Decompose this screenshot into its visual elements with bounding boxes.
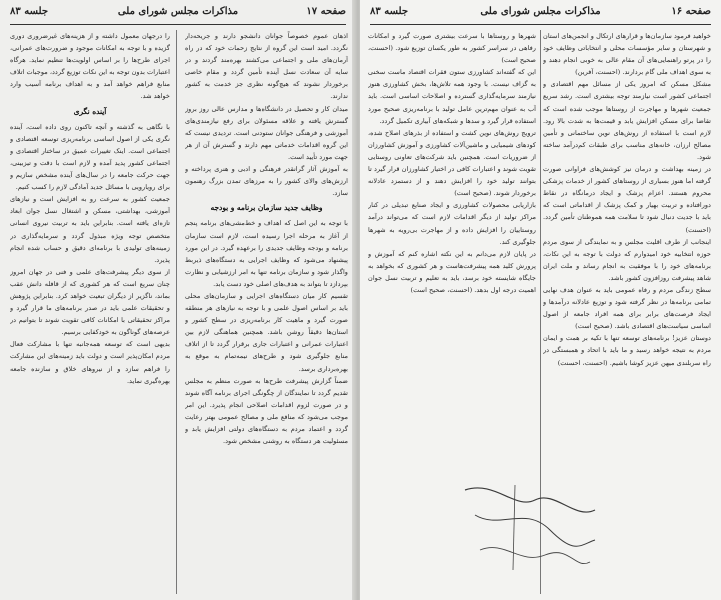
paragraph: بازاریابی محصولات کشاورزی و ایجاد صنایع تبدیلی در کنار مراکز تولید از دیگر اقدامات لازم است که می‌تواند درآمد روستاییان را افزایش داده و از مهاجرت بی‌رویه به شهرها جلوگیری کند.	[368, 201, 536, 246]
session-number: جلسه ۸۳	[10, 6, 49, 17]
section-heading: آینده نگری	[73, 106, 107, 116]
paragraph: از سوی دیگر پیشرفت‌های علمی و فنی در جهان امروز چنان سریع است که هر کشوری که از قافله دانش عقب بماند، ناگزیر از دیگران تبعیت خواهد کرد. بنابراین پژوهش و تحقیقات علمی باید در صدر برنامه‌های ما قرار گیرد و مراکز تحقیقاتی با امکانات کافی تقویت شوند تا بتوانیم در عرصه‌های گوناگون به خودکفایی برسیم.	[10, 267, 170, 337]
paragraph: به آموزش آثار گرانقدر فرهنگی و ادبی و هنری پرداخته و ارزش‌های والای کشور را به مرزهای تمدن بزرگ رهنمون سازد.	[185, 165, 348, 198]
left-page-column-right	[185, 30, 348, 596]
paragraph: خواهید فرمود سازمان‌ها و قرارهای ارتکال و انجمن‌های استان و شهرستان و سایر مؤسسات محلی و انتخاباتی وظایف خود را در پرتو راهنمایی‌های آن مقام عالی به خوبی انجام دهند و به سوی اهداف ملی گام بردارند. (احسنت، آفرین)	[543, 32, 711, 77]
left-page-header	[10, 6, 346, 22]
left-page-column-left	[10, 30, 170, 596]
paragraph: مشکل مسکن که امروز یکی از مسائل مهم اقتصادی و اجتماعی کشور است نیازمند توجه بیشتری است. رشد سریع جمعیت شهرها و مهاجرت از روستاها موجب شده است که تقاضا برای مسکن افزایش یابد و قیمت‌ها به شدت بالا رود. لازم است با استفاده از روش‌های نوین ساختمانی و تأمین مصالح ارزان، خانه‌های مناسب برای طبقات کم‌درآمد ساخته شود.	[543, 80, 711, 161]
header-rule	[370, 24, 711, 25]
paragraph: بدیهی است که توسعه همه‌جانبه تنها با مشارکت فعال مردم امکان‌پذیر است و دولت باید زمینه‌های این مشارکت را فراهم سازد و از نیروهای خلاق و سازنده جامعه بهره‌گیری نماید.	[10, 340, 170, 385]
right-page-header	[370, 6, 711, 22]
paragraph: میدان کار و تحصیل در دانشگاه‌ها و مدارس عالی روز بروز گسترش یافته و علاقه مسئولان برای رفع نیازمندی‌های آموزشی و فرهنگی جوانان ستودنی است. تردیدی نیست که این گروه اقدامات خدماتی مهم دارند و گسترش آن از هر جهت مورد تأیید است.	[185, 104, 348, 161]
right-page-column-left	[368, 30, 536, 596]
column-divider	[176, 30, 177, 594]
paragraph: را درجهان معمول داشته و از هزینه‌های غیرضروری دوری گزیده و با توجه به امکانات موجود و ضرورت‌های عمرانی، اجرای طرح‌ها را بر اساس اولویت‌ها تنظیم نماید. هرگاه اعتبارات بدون توجه به این نکات توزیع گردد، موجبات اتلاف منابع فراهم خواهد آمد و به اهداف برنامه آسیب وارد خواهد شد.	[10, 32, 170, 101]
paragraph: جمعیت کشور به سرعت رو به افزایش است و نیازهای آموزشی، بهداشتی، مسکن و اشتغال نسل جوان ابعاد تازه‌ای یافته است. بنابراین باید به تربیت نیروی انسانی متخصص توجه ویژه مبذول گردد و سرمایه‌گذاری در زمینه‌های تولیدی با برنامه‌ای دقیق و حساب شده انجام پذیرد.	[10, 195, 170, 264]
paragraph: ترویج روش‌های نوین کشت و استفاده از بذرهای اصلاح شده، کودهای شیمیایی و ماشین‌آلات کشاورزی و آموزش کشاورزان از ضروریات است. همچنین باید شرکت‌های تعاونی روستایی تقویت شوند و اعتبارات کافی در اختیار کشاورزان قرار گیرد تا بتوانند تولید خود را افزایش دهند و از دستمزد عادلانه برخوردار شوند. (صحیح است)	[368, 128, 536, 198]
paragraph: ضمناً گزارش پیشرفت طرح‌ها به صورت منظم به مجلس تقدیم گردد تا نمایندگان از چگونگی اجرای برنامه آگاه شوند و در صورت لزوم اقدامات اصلاحی انجام پذیرد. این امر موجب می‌شود که منافع ملی و مصالح عمومی بهتر رعایت گردد و اعتماد مردم به دستگاه‌های دولتی افزایش یابد و مسئولیت هر دستگاه به روشنی مشخص شود.	[185, 376, 348, 446]
page-number: صفحه ۱۶	[671, 6, 711, 17]
column-divider	[540, 30, 541, 594]
right-page	[360, 0, 721, 600]
left-page	[0, 0, 356, 600]
paragraph: سطح زندگی مردم و رفاه عمومی باید به عنوان هدف نهایی تمامی برنامه‌ها در نظر گرفته شود و توزیع عادلانه درآمدها و ایجاد فرصت‌های برابر برای همه افراد جامعه از اصول اساسی سیاست‌های اقتصادی باشد. (صحیح است)	[543, 285, 711, 331]
paragraph: اینجانب از طرف اقلیت مجلس و به نمایندگی از سوی مردم حوزه انتخابیه خود امیدوارم که دولت با توجه به این نکات، برنامه‌های خود را با موفقیت به انجام رساند و ملت ایران شاهد پیشرفت روزافزون کشور باشد.	[543, 237, 711, 282]
paragraph: در پایان لازم می‌دانم به این نکته اشاره کنم که آموزش و پرورش کلید همه پیشرفت‌هاست و هر کشوری که بخواهد به جایگاه شایسته خود برسد، باید به تعلیم و تربیت نسل جوان اهمیت درجه اول بدهد. (احسنت، صحیح است)	[368, 249, 536, 294]
paragraph: تقسیم کار میان دستگاه‌های اجرایی و سازمان‌های محلی باید بر اساس اصول علمی و با توجه به نیازهای هر منطقه صورت گیرد و ماهیت کار برنامه‌ریزی در سطح کشور و استان‌ها دقیقاً روشن باشد. همچنین هماهنگی لازم بین اعتبارات عمرانی و اعتبارات جاری برقرار گردد تا از اتلاف منابع جلوگیری شود و طرح‌های نیمه‌تمام به موقع به بهره‌برداری برسد.	[185, 291, 348, 373]
paragraph: با نگاهی به گذشته و آنچه تاکنون روی داده است، آینده نگری یکی از اصول اساسی برنامه‌ریزی توسعه اقتصادی و اجتماعی است. اینک تغییرات عمیق در ساختار اقتصادی و اجتماعی کشور پدید آمده و لازم است با دقت و تیزبینی، جهت حرکت جامعه را در سال‌های آینده مشخص سازیم و برای رویارویی با مسائل جدید آمادگی لازم را کسب کنیم.	[10, 122, 170, 192]
paragraph: شهرها و روستاها با سرعت بیشتری صورت گیرد و امکانات رفاهی در سراسر کشور به طور یکسان توزیع شود. (احسنت، صحیح است)	[368, 32, 536, 65]
session-number: جلسه ۸۳	[370, 6, 409, 17]
running-title: مذاکرات مجلس شورای ملی	[117, 6, 239, 17]
paragraph: دوستان عزیز! برنامه‌های توسعه تنها با تکیه بر همت و ایمان مردم به نتیجه خواهد رسید و ما باید با اتحاد و همبستگی در راه سربلندی میهن عزیز کوشا باشیم. (احسنت، احسنت)	[543, 334, 711, 367]
paragraph: اذهان عموم خصوصاً جوانان دانشجو دارند و جریحه‌دار نگردد. امید است این گروه از نتایج زحمات خود که در راه آرمان‌های ملی و اجتماعی می‌کشند بهره‌مند گردند و در سایه آن سعادت نسل آینده تأمین گردد و مقام خاصی برخوردار نشوند که هیچ‌گونه نظری جز خدمت به کشور ندارند.	[185, 32, 348, 101]
paragraph: در زمینه بهداشت و درمان نیز کوشش‌های فراوانی صورت گرفته اما هنوز بسیاری از روستاهای کشور از خدمات پزشکی محروم هستند. اعزام پزشک و ایجاد درمانگاه در نقاط دورافتاده و تربیت بهیار و کمک پزشک از اقداماتی است که باید با جدیت دنبال شود تا سلامت همه هموطنان تأمین گردد. (احسنت)	[543, 165, 711, 234]
right-page-column-right	[543, 30, 711, 596]
header-rule	[10, 24, 346, 25]
page-number: صفحه ۱۷	[306, 6, 346, 17]
running-title: مذاکرات مجلس شورای ملی	[480, 6, 601, 17]
paragraph: با توجه به این اصل که اهداف و خط‌مشی‌های برنامه پنجم از آغاز به مرحله اجرا رسیده است، لازم است سازمان برنامه و بودجه وظایف جدیدی را برعهده گیرد. در این مورد پیشنهاد می‌شود که وظایف اجرایی به دستگاه‌های ذیربط واگذار شود و سازمان برنامه تنها به امر ارزشیابی و نظارت بپردازد تا بتواند به هدف‌های اصلی خود دست یابد.	[185, 219, 348, 288]
section-heading: وظایف جدید سازمان برنامه و بودجه	[210, 203, 323, 213]
paragraph: این که گفته‌اند کشاورزی ستون فقرات اقتصاد ماست سخنی به گزاف نیست. با وجود همه تلاش‌ها، بخش کشاورزی هنوز نیازمند سرمایه‌گذاری گسترده و اصلاحات اساسی است. باید آب به عنوان مهم‌ترین عامل تولید با برنامه‌ریزی صحیح مورد استفاده قرار گیرد و سدها و شبکه‌های آبیاری تکمیل گردد.	[368, 68, 536, 125]
